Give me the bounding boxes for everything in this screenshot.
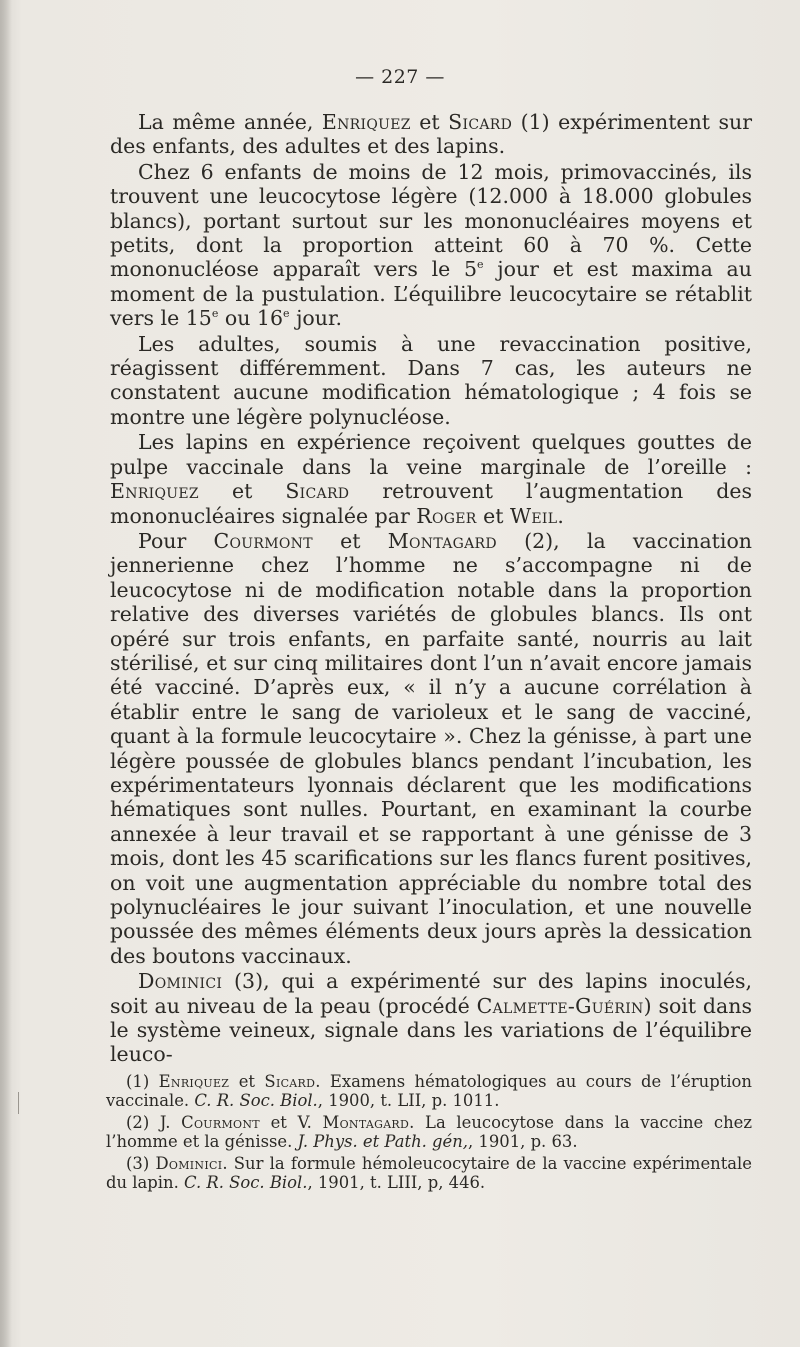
paragraph bbox=[110, 529, 752, 968]
paragraph bbox=[110, 332, 752, 430]
text-run: . La leucocytose dans la vaccine chez l’homme et la génisse. bbox=[106, 1112, 752, 1152]
text-run: Les adultes, soumis à une revaccination positive, réagissent différemment. Dans 7 cas, les auteurs ne constatent aucune modification hématologique ; 4 fois se montre une légère polynucléose. bbox=[110, 331, 752, 429]
text-run: jour et est maxima au moment de la pustulation. L’équilibre leucocytaire se rétablit vers le 15 bbox=[110, 257, 752, 331]
text-run: et bbox=[312, 528, 388, 553]
margin-mark bbox=[18, 1092, 19, 1114]
paragraph bbox=[110, 969, 752, 1067]
body-text bbox=[110, 110, 752, 1067]
binding-shadow bbox=[0, 0, 12, 1347]
citation-title: J. Phys. et Path. gén, bbox=[297, 1132, 469, 1152]
author-name: Dominici bbox=[138, 969, 223, 994]
text-run: retrouvent l’augmentation des mononucléaires signalée par bbox=[110, 479, 753, 528]
ordinal-superscript: e bbox=[477, 258, 484, 272]
text-run: , 1901, t. LIII, p, 446. bbox=[307, 1173, 486, 1193]
paragraph bbox=[110, 110, 752, 159]
author-name: Enriquez bbox=[158, 1072, 230, 1091]
text-run: Les lapins en expérience reçoivent quelques gouttes de pulpe vaccinale dans la veine marginale de l’oreille : bbox=[110, 430, 752, 479]
text-run: . bbox=[557, 503, 564, 528]
author-name: Dominici bbox=[155, 1153, 223, 1173]
footnote bbox=[106, 1113, 752, 1152]
citation-title: C. R. Soc. Biol. bbox=[183, 1173, 308, 1193]
author-name: Courmont bbox=[181, 1112, 260, 1132]
text-run: (2) J. bbox=[126, 1112, 182, 1132]
page-number: — 227 — bbox=[355, 66, 445, 88]
text-run: et bbox=[198, 479, 286, 504]
text-run: Pour bbox=[138, 528, 214, 553]
citation-title: C. R. Soc. Biol. bbox=[194, 1091, 318, 1111]
text-run: ) soit dans le système veineux, signale dans les variations de l’équilibre leuco- bbox=[110, 993, 752, 1067]
text-run: La même année, bbox=[138, 110, 322, 134]
text-run: et bbox=[229, 1072, 265, 1091]
ordinal-superscript: e bbox=[211, 307, 219, 321]
paragraph bbox=[110, 430, 752, 528]
author-name: Sicard bbox=[448, 110, 513, 134]
footnote bbox=[106, 1072, 752, 1111]
footnote bbox=[106, 1154, 752, 1193]
text-run: et V. bbox=[259, 1112, 323, 1132]
author-name: Enriquez bbox=[110, 479, 199, 504]
paragraph bbox=[110, 160, 752, 331]
text-run: et bbox=[410, 110, 449, 134]
author-name: Enriquez bbox=[321, 110, 411, 134]
author-name: Weil bbox=[510, 503, 558, 528]
text-run: (3), qui a expérimenté sur des lapins inoculés, soit au niveau de la peau (procédé bbox=[110, 969, 752, 1018]
text-run: (3) bbox=[126, 1153, 156, 1173]
author-name: Calmette-Guérin bbox=[476, 993, 644, 1018]
author-name: Montagard bbox=[387, 528, 497, 553]
author-name: Roger bbox=[416, 503, 477, 528]
text-run: (1) expérimentent sur des enfants, des adultes et des lapins. bbox=[110, 110, 753, 159]
text-run: (2), la vaccination jennerienne chez l’homme ne s’accompagne ni de leucocytose ni de modification notable dans la proportion relative des diverses variétés de globules blancs. Ils ont opéré sur trois enfants, en parfaite santé, nourris au lait stérilisé, et sur cinq militaires dont l’un n’avait encore jamais été vacciné. D’après eux, « il n’y a aucune corrélation à établir entre le sang de varioleux et le sang de vacciné, quant à la formule leucocytaire ». Chez la génisse, à part une légère poussée de globules blancs pendant l’incubation, les expérimentateurs lyonnais déclarent que les modifications hématiques sont nulles. Pourtant, en examinant la courbe annexée à leur travail et se rapportant à une génisse de 3 mois, dont les 45 scarifications sur les flancs furent positives, on voit une augmentation appréciable du nombre total des polynucléaires le jour suivant l’inoculation, et une nouvelle poussée des mêmes éléments deux jours après la dessication des boutons vaccinaux. bbox=[110, 528, 752, 968]
text-run: , 1901, p. 63. bbox=[468, 1132, 578, 1152]
text-run: . Sur la formule hémoleucocytaire de la vaccine expérimentale du lapin. bbox=[106, 1153, 753, 1193]
author-name: Montagard bbox=[322, 1112, 410, 1132]
text-run: Chez 6 enfants de moins de 12 mois, primovaccinés, ils trouvent une leucocytose légère (12.000 à 18.000 globules blancs), portant surtout sur les mononucléaires moyens et petits, dont la proportion atteint 60 à 70 %. Cette mononucléose apparaît vers le 5 bbox=[110, 159, 752, 282]
text-run: ou 16 bbox=[218, 306, 284, 331]
text-run: jour. bbox=[289, 306, 343, 331]
footnotes bbox=[106, 1072, 752, 1194]
author-name: Sicard bbox=[264, 1072, 316, 1091]
text-run: et bbox=[476, 503, 511, 528]
ordinal-superscript: e bbox=[283, 307, 290, 321]
text-run: . Examens hématologiques au cours de l’éruption vaccinale. bbox=[106, 1072, 752, 1111]
text-run: (1) bbox=[126, 1072, 159, 1091]
author-name: Courmont bbox=[213, 528, 313, 553]
author-name: Sicard bbox=[285, 479, 350, 504]
text-run: , 1900, t. LII, p. 1011. bbox=[317, 1091, 500, 1111]
